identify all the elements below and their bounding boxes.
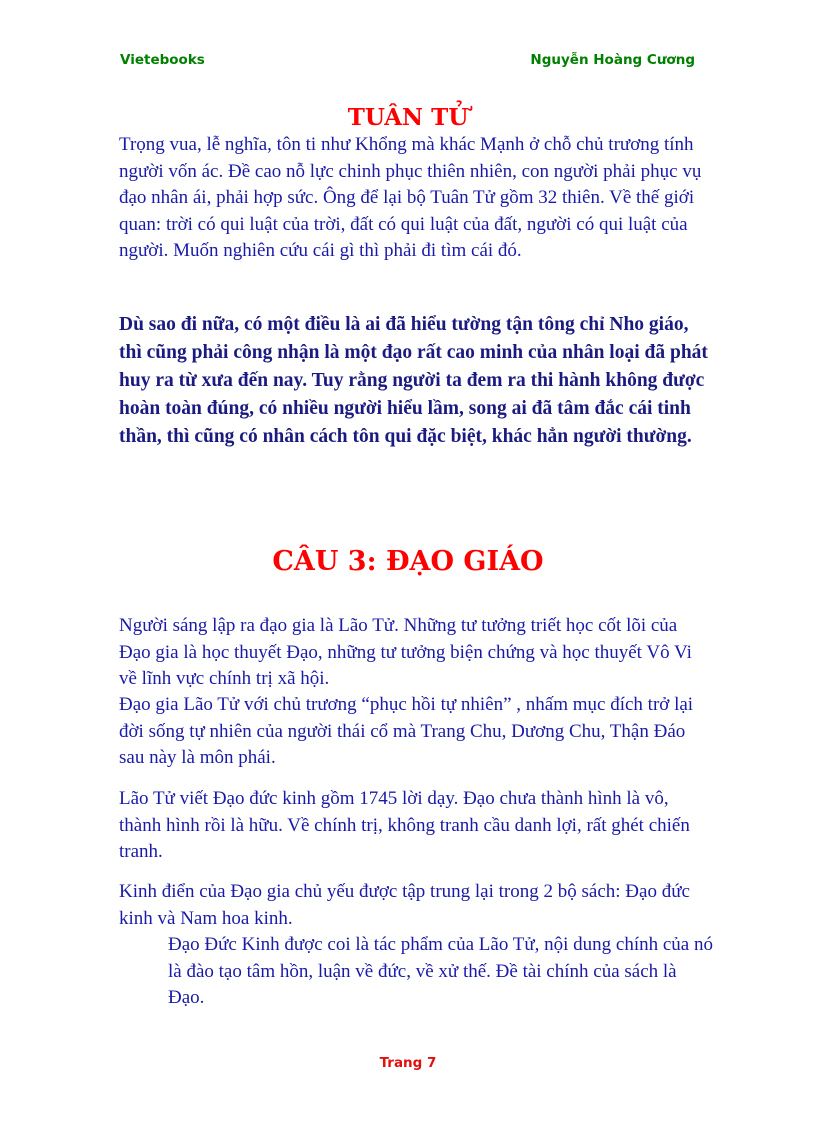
paragraph-conclusion: Dù sao đi nữa, có một điều là ai đã hiểu tường tận tông chỉ Nho giáo, thì cũng phải công nhận là một đạo rất cao minh của nhân loại đã phát huy ra từ xưa đến nay. Tuy rằng người ta đem ra thi hành không được hoàn toàn đúng, có nhiều người hiểu lầm, song ai đã tâm đắc cái tinh thần, thì cũng có nhân cách tôn qui đặc biệt, khác hẳn người thường. [119, 314, 708, 447]
paragraph-classics: Kinh điển của Đạo gia chủ yếu được tập trung lại trong 2 bộ sách: Đạo đức kinh và Nam hoa kinh. [119, 881, 690, 929]
header-author: Nguyễn Hoàng Cương [530, 52, 695, 68]
paragraph-indented: Đạo Đức Kinh được coi là tác phẩm của Lão Tử, nội dung chính của nó là đào tạo tâm hồn, luận về đức, về xử thế. Đề tài chính của sách là Đạo. [168, 934, 713, 1008]
section-title-dao-giao: CÂU 3: ĐẠO GIÁO [272, 546, 544, 577]
page-number: Trang 7 [379, 1055, 437, 1071]
section-title-tuan-tu: TUÂN TỬ [347, 104, 469, 131]
header-site-name: Vietebooks [120, 52, 205, 68]
paragraph-dao-duc-kinh: Lão Tử viết Đạo đức kinh gồm 1745 lời dạy. Đạo chưa thành hình là vô, thành hình rồi là hữu. Về chính trị, không tranh cầu danh lợi, rất ghét chiến tranh. [119, 788, 690, 862]
paragraph-tuan-tu: Trọng vua, lễ nghĩa, tôn ti như Khổng mà khác Mạnh ở chỗ chủ trương tính người vốn ác. Đề cao nỗ lực chinh phục thiên nhiên, con người phải phục vụ đạo nhân ái, phải hợp sức. Ông để lại bộ Tuân Tử gồm 32 thiên. Về thế giới quan: trời có qui luật của trời, đất có qui luật của đất, người có qui luật của người. Muốn nghiên cứu cái gì thì phải đi tìm cái đó. [119, 134, 702, 261]
paragraph-doctrine: Đạo gia Lão Tử với chủ trương “phục hồi tự nhiên” , nhấm mục đích trở lại đời sống tự nhiên của người thái cổ mà Trang Chu, Dương Chu, Thận Đáo sau này là môn phái. [119, 694, 694, 768]
paragraph-founder: Người sáng lập ra đạo gia là Lão Tử. Những tư tưởng triết học cốt lõi của Đạo gia là học thuyết Đạo, những tư tưởng biện chứng và học thuyết Vô Vi về lĩnh vực chính trị xã hội. [119, 615, 692, 689]
